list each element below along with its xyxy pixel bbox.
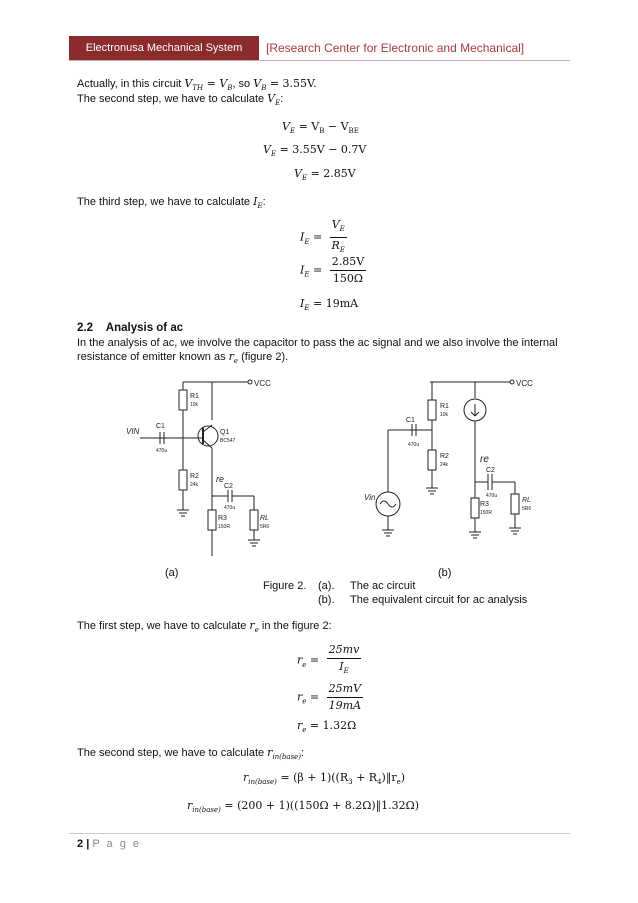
svg-text:470u: 470u: [408, 442, 420, 448]
figure-item-b-text: The equivalent circuit for ac analysis: [350, 594, 528, 606]
intro-line-1: Actually, in this circuit $V_{TH} = V_B$, so $V_B = 3.55V$.: [77, 77, 317, 93]
figure-a-label: (a): [165, 567, 179, 579]
section-paragraph-line-1: In the analysis of ac, we involve the capacitor to pass the ac signal and we also involve the internal: [77, 337, 558, 349]
svg-text:5R6: 5R6: [260, 524, 270, 530]
svg-text:Vin: Vin: [364, 493, 376, 502]
third-step-text: The third step, we have to calculate $I_E$:: [77, 195, 266, 211]
section-heading: 2.2 Analysis of ac: [77, 322, 184, 334]
svg-text:Q1: Q1: [220, 429, 230, 436]
svg-text:150R: 150R: [480, 510, 492, 516]
svg-text:10k: 10k: [190, 402, 199, 408]
header-divider: [69, 60, 570, 61]
svg-text:470u: 470u: [156, 448, 168, 454]
intro-line-2: The second step, we have to calculate $V_E$:: [77, 92, 284, 108]
footer-divider: [69, 833, 570, 834]
svg-text:C2: C2: [486, 467, 495, 474]
svg-text:re: re: [216, 474, 225, 484]
equation-ve-3: $V_E = 2.85V$: [294, 167, 356, 183]
svg-text:R3: R3: [218, 515, 227, 522]
figure-item-b-tag: (b).: [318, 594, 335, 606]
second-step-text: The second step, we have to calculate $r_{in(base)}$:: [77, 746, 305, 762]
equation-ve-1: $V_E = V_B - V_{BE}$: [282, 120, 359, 136]
circuit-b-diagram: [350, 370, 540, 565]
svg-text:470u: 470u: [224, 505, 236, 511]
svg-text:BC547: BC547: [220, 438, 236, 444]
equation-ie-1: $I_E$ = $\frac{V_E}{R_E}$: [300, 218, 345, 255]
svg-text:150R: 150R: [218, 524, 230, 530]
equation-re-1: $r_e$ = $\frac{25mv}{I_E}$: [297, 643, 360, 676]
svg-text:470u: 470u: [486, 493, 498, 499]
footer-page: 2 | P a g e: [77, 838, 141, 850]
circuit-a-vcc: VCC: [254, 379, 271, 388]
svg-text:C2: C2: [224, 483, 233, 490]
svg-text:R1: R1: [440, 403, 449, 410]
equation-ve-2: $V_E = 3.55V - 0.7V$: [263, 143, 367, 159]
figure-b-label: (b): [438, 567, 452, 579]
svg-text:re: re: [480, 454, 489, 465]
equation-re-3: $r_e = 1.32\Omega$: [297, 719, 357, 735]
svg-text:R2: R2: [190, 473, 199, 480]
svg-text:R3: R3: [480, 501, 489, 508]
svg-text:5R6: 5R6: [522, 506, 532, 512]
first-step-text: The first step, we have to calculate $r_e$ in the figure 2:: [77, 619, 332, 635]
figure-item-a-tag: (a).: [318, 580, 335, 592]
figure-item-a-text: The ac circuit: [350, 580, 416, 592]
figure-caption: Figure 2.: [263, 580, 307, 592]
svg-text:24k: 24k: [190, 482, 199, 488]
svg-text:24k: 24k: [440, 462, 449, 468]
svg-text:R1: R1: [190, 393, 199, 400]
svg-text:VCC: VCC: [516, 379, 533, 388]
svg-text:R2: R2: [440, 453, 449, 460]
header-title-left: Electronusa Mechanical System: [69, 36, 259, 60]
equation-re-2: $r_e$ = $\frac{25mV}{19mA}$: [297, 682, 362, 712]
header-title-right: [Research Center for Electronic and Mechanical]: [266, 41, 525, 55]
circuit-a-vin: VIN: [126, 427, 140, 436]
equation-ie-3: $I_E = 19mA$: [300, 297, 359, 313]
svg-text:C1: C1: [406, 417, 415, 424]
equation-rin-2: $r_{in(base)} = (200 + 1)((150\Omega$ + 8.2Ω)‖1.32Ω): [187, 799, 420, 815]
svg-text:RL: RL: [522, 497, 531, 504]
svg-text:10k: 10k: [440, 412, 449, 418]
svg-text:C1: C1: [156, 423, 165, 430]
equation-rin-1: $r_{in(base)} = (\beta + 1)((R_3$ + $R_4)‖r_e$): [243, 771, 406, 787]
section-paragraph-line-2: resistance of emitter known as $r_e$ (figure 2).: [77, 350, 289, 366]
equation-ie-2: $I_E$ = $\frac{2.85V}{150\Omega}$: [300, 255, 365, 285]
svg-text:RL: RL: [260, 515, 269, 522]
circuit-a-diagram: [120, 370, 310, 565]
